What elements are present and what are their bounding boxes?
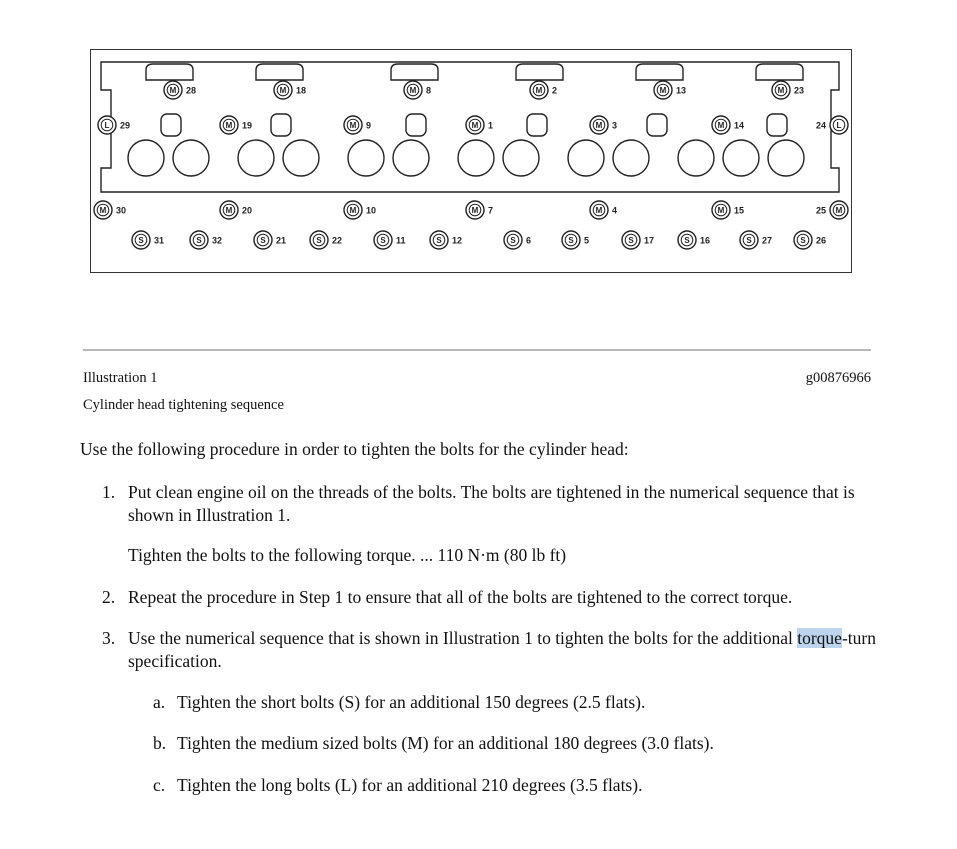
bolt-m-28	[164, 81, 196, 99]
bolt-type-letter: S	[380, 236, 386, 246]
bolt-sequence-number: 4	[612, 205, 618, 216]
bolt-s-12	[430, 231, 462, 249]
bolt-s-6	[504, 231, 531, 249]
torque-spec: Tighten the bolts to the following torque. ... 110 N·m (80 lb ft)	[128, 545, 567, 565]
bolt-type-letter: M	[777, 86, 785, 96]
bolt-s-5	[562, 231, 589, 249]
illustration-label: Illustration 1	[83, 370, 158, 386]
illustration-title: Cylinder head tightening sequence	[83, 397, 284, 413]
bolt-m-23	[772, 81, 804, 99]
bolt-type-letter: M	[717, 206, 725, 216]
bolt-type-letter: M	[349, 121, 357, 131]
bolt-type-letter: S	[628, 236, 634, 246]
bolt-s-31	[132, 231, 164, 249]
bolt-sequence-number: 24	[815, 120, 826, 131]
bolt-type-letter: M	[835, 206, 843, 216]
substep-text: Tighten the medium sized bolts (M) for an additional 180 degrees (3.0 flats).	[177, 733, 714, 753]
substep-c	[153, 775, 642, 796]
bolt-sequence-number: 18	[296, 85, 307, 96]
bolt-type-letter: L	[104, 121, 110, 131]
bolt-sequence-number: 32	[212, 235, 223, 246]
bolt-s-27	[740, 231, 772, 249]
bolt-s-22	[310, 231, 342, 249]
bolt-m-25	[816, 201, 848, 219]
bolt-type-letter: S	[138, 236, 144, 246]
bolt-type-letter: S	[260, 236, 266, 246]
bolt-sequence-number: 9	[366, 120, 372, 131]
bolt-type-letter: M	[535, 86, 543, 96]
bolt-sequence-number: 31	[154, 235, 165, 246]
bolt-sequence-number: 7	[488, 205, 494, 216]
bolt-type-letter: M	[717, 121, 725, 131]
bolt-type-letter: S	[746, 236, 752, 246]
bolt-type-letter: S	[436, 236, 442, 246]
bolt-m-3	[590, 116, 617, 134]
bolt-type-letter: S	[196, 236, 202, 246]
bolt-type-letter: M	[225, 206, 233, 216]
bolt-m-18	[274, 81, 306, 99]
bolt-sequence-number: 15	[734, 205, 745, 216]
substep-letter: c.	[153, 775, 166, 795]
bolt-m-10	[344, 201, 376, 219]
bolt-m-4	[590, 201, 617, 219]
cylinder-head-illustration	[90, 49, 852, 273]
bolt-type-letter: M	[659, 86, 667, 96]
illustration-id: g00876966	[805, 370, 871, 386]
bolt-s-32	[190, 231, 222, 249]
bolt-sequence-number: 11	[396, 235, 406, 246]
bolt-type-letter: M	[409, 86, 417, 96]
step-number: 2.	[102, 587, 116, 607]
bolt-sequence-number: 26	[816, 235, 827, 246]
bolt-sequence-number: 23	[794, 85, 805, 96]
bolt-s-21	[254, 231, 286, 249]
bolt-m-8	[404, 81, 431, 99]
bolt-sequence-number: 22	[332, 235, 343, 246]
bolt-m-14	[712, 116, 744, 134]
bolt-type-letter: L	[836, 121, 842, 131]
bolt-type-letter: M	[595, 121, 603, 131]
bolt-l-29	[98, 116, 130, 134]
bolt-type-letter: M	[225, 121, 233, 131]
bolt-s-11	[374, 231, 406, 249]
bolt-s-26	[794, 231, 826, 249]
bolt-m-15	[712, 201, 744, 219]
bolt-sequence-number: 5	[584, 235, 590, 246]
bolt-sequence-number: 19	[242, 120, 253, 131]
step-2	[102, 586, 892, 609]
highlighted-word: torque	[797, 628, 842, 648]
substep-letter: a.	[153, 692, 166, 712]
step-3	[102, 627, 892, 673]
bolt-sequence-number: 27	[762, 235, 773, 246]
bolt-type-letter: M	[279, 86, 287, 96]
bolt-sequence-number: 12	[452, 235, 463, 246]
bolt-sequence-number: 6	[526, 235, 532, 246]
bolt-sequence-number: 10	[366, 205, 377, 216]
bolt-sequence-number: 16	[700, 235, 711, 246]
bolt-m-1	[466, 116, 493, 134]
step-text	[128, 627, 892, 673]
step-1	[102, 481, 892, 527]
substep-b	[153, 733, 714, 754]
substep-a	[153, 692, 645, 713]
bolt-type-letter: M	[349, 206, 357, 216]
bolt-sequence-number: 1	[488, 120, 494, 131]
bolt-sequence-number: 17	[644, 235, 655, 246]
bolt-type-letter: S	[800, 236, 806, 246]
bolt-m-9	[344, 116, 371, 134]
bolt-sequence-number: 30	[116, 205, 127, 216]
bolt-sequence-number: 8	[426, 85, 432, 96]
step-text: Repeat the procedure in Step 1 to ensure that all of the bolts are tightened to the correct torque.	[128, 587, 793, 607]
substep-text: Tighten the short bolts (S) for an additional 150 degrees (2.5 flats).	[177, 692, 646, 712]
substep-letter: b.	[153, 733, 167, 753]
bolt-sequence-number: 29	[120, 120, 131, 131]
bolt-m-30	[94, 201, 126, 219]
bolt-s-17	[622, 231, 654, 249]
step-text-part: Use the numerical sequence that is shown in Illustration 1 to tighten the bolts for the additional	[128, 628, 798, 648]
bolt-m-19	[220, 116, 252, 134]
bolt-sequence-number: 25	[815, 205, 826, 216]
bolt-s-16	[678, 231, 710, 249]
bolt-sequence-number: 28	[186, 85, 197, 96]
cylinder-head-diagram	[91, 50, 850, 271]
bolt-type-letter: S	[684, 236, 690, 246]
bolt-type-letter: S	[316, 236, 322, 246]
intro-text: Use the following procedure in order to tighten the bolts for the cylinder head:	[80, 439, 629, 459]
bolt-l-24	[816, 116, 848, 134]
bolt-type-letter: M	[471, 206, 479, 216]
step-number: 3.	[102, 628, 116, 648]
step-text-part: -turn specification.	[128, 628, 876, 671]
bolt-type-letter: M	[471, 121, 479, 131]
bolt-sequence-number: 2	[552, 85, 558, 96]
bolt-type-letter: S	[510, 236, 516, 246]
step-number: 1.	[102, 482, 116, 502]
bolt-m-13	[654, 81, 686, 99]
bolt-type-letter: M	[595, 206, 603, 216]
bolt-type-letter: M	[99, 206, 107, 216]
bolt-m-2	[530, 81, 557, 99]
bolt-m-7	[466, 201, 493, 219]
bolt-type-letter: M	[169, 86, 177, 96]
caption-separator	[83, 349, 871, 351]
bolt-m-20	[220, 201, 252, 219]
bolt-sequence-number: 21	[276, 235, 287, 246]
substep-text: Tighten the long bolts (L) for an additional 210 degrees (3.5 flats).	[177, 775, 643, 795]
step-text: Put clean engine oil on the threads of the bolts. The bolts are tightened in the numerical sequence that is shown in Illustration 1.	[128, 482, 855, 525]
bolt-sequence-number: 20	[242, 205, 253, 216]
bolt-type-letter: S	[568, 236, 574, 246]
bolt-sequence-number: 13	[676, 85, 687, 96]
bolt-sequence-number: 14	[734, 120, 745, 131]
bolt-sequence-number: 3	[612, 120, 618, 131]
